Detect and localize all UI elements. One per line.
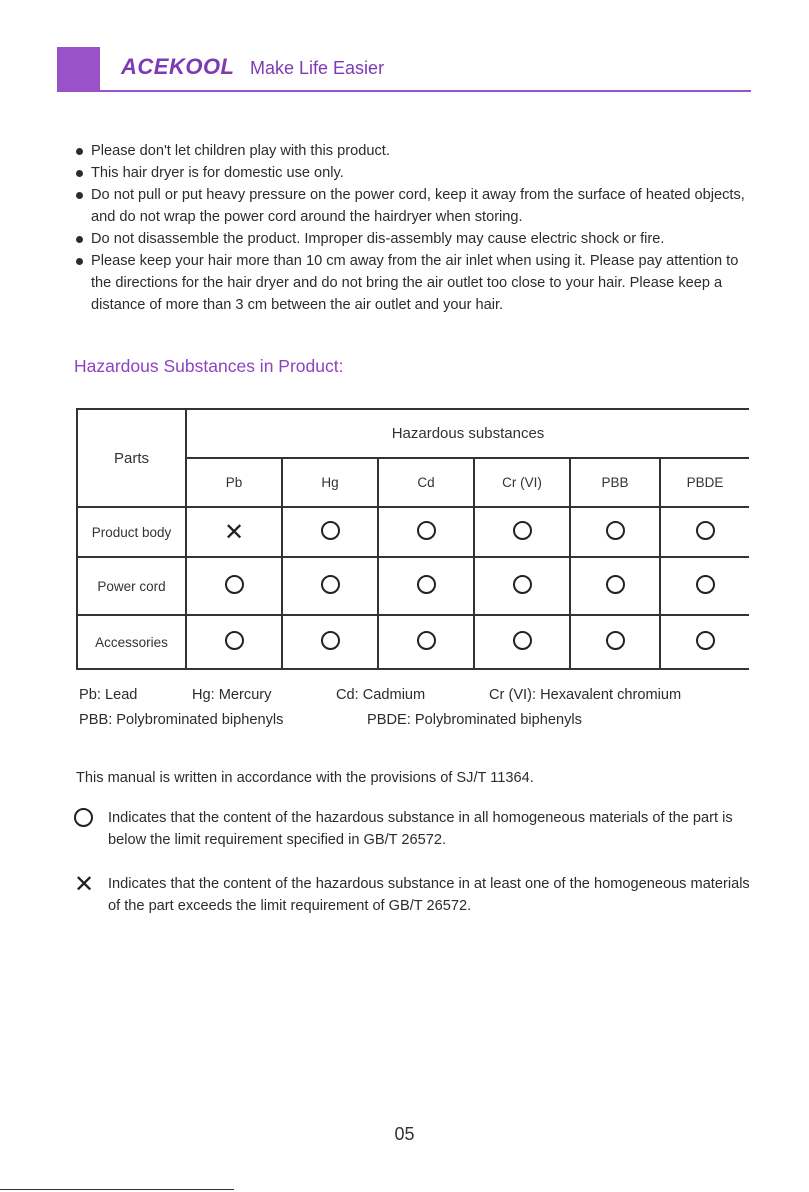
- table-cell: [378, 615, 474, 669]
- table-cell: [378, 507, 474, 557]
- list-item: [76, 184, 756, 228]
- list-item: [76, 228, 756, 250]
- page-number: 05: [394, 1124, 415, 1144]
- circle-icon: [513, 631, 532, 650]
- brand-tagline: Make Life Easier: [250, 58, 385, 78]
- circle-icon: [321, 631, 340, 650]
- circle-icon: [696, 575, 715, 594]
- table-cell: [570, 615, 660, 669]
- abbr-pb: Pb: Lead: [79, 687, 138, 703]
- table-cell: [186, 507, 282, 557]
- circle-icon: [321, 521, 340, 540]
- table-cell: [186, 615, 282, 669]
- bullet-text: This hair dryer is for domestic use only.: [91, 165, 344, 181]
- footer-rule: [0, 1189, 234, 1190]
- bullet-icon: [76, 170, 83, 177]
- table-cell: [474, 615, 570, 669]
- row-label-product-body: Product body: [77, 507, 186, 557]
- legend-cross: [74, 870, 754, 917]
- header-divider: [57, 90, 751, 92]
- table-cell: [570, 507, 660, 557]
- bullet-text: Do not pull or put heavy pressure on the power cord, keep it away from the surface of heated objects, and do not wrap the power cord around the hairdryer when storing.: [91, 187, 745, 225]
- hazard-table: [76, 408, 749, 670]
- circle-icon: [606, 521, 625, 540]
- safety-bullet-list: [76, 140, 756, 316]
- circle-icon: [417, 521, 436, 540]
- column-header-hg: Hg: [282, 458, 378, 507]
- circle-icon: [225, 631, 244, 650]
- table-cell: [474, 557, 570, 615]
- column-header-pbb: PBB: [570, 458, 660, 507]
- list-item: [76, 162, 756, 184]
- legend-circle: [74, 807, 754, 851]
- table-row: [77, 507, 749, 557]
- row-label-accessories: Accessories: [77, 615, 186, 669]
- cross-icon: ✕: [223, 517, 245, 546]
- column-header-cr: Cr (VI): [474, 458, 570, 507]
- circle-icon: [513, 575, 532, 594]
- bullet-icon: [76, 236, 83, 243]
- table-cell: [474, 507, 570, 557]
- cross-icon: ✕: [74, 870, 95, 898]
- substances-header: Hazardous substances: [186, 409, 749, 458]
- hazard-section-title: Hazardous Substances in Product:: [74, 356, 344, 376]
- table-row: [77, 615, 749, 669]
- table-cell: [378, 557, 474, 615]
- bullet-text: Please keep your hair more than 10 cm away from the air inlet when using it. Please pay attention to the directions for the hair dryer and do not bring the air outlet too close to your hair. Please keep a distance of more than 3 cm between the air outlet and your hair.: [91, 253, 739, 313]
- table-cell: [282, 507, 378, 557]
- bullet-icon: [76, 258, 83, 265]
- row-label-power-cord: Power cord: [77, 557, 186, 615]
- abbr-hg: Hg: Mercury: [192, 687, 272, 703]
- bullet-text: Do not disassemble the product. Improper dis-assembly may cause electric shock or fire.: [91, 231, 665, 247]
- circle-icon: [606, 575, 625, 594]
- list-item: [76, 140, 756, 162]
- circle-icon: [696, 631, 715, 650]
- column-header-cd: Cd: [378, 458, 474, 507]
- table-cell: [660, 507, 749, 557]
- circle-icon: [417, 631, 436, 650]
- column-header-pb: Pb: [186, 458, 282, 507]
- circle-icon: [513, 521, 532, 540]
- table-cell: [660, 557, 749, 615]
- table-cell: [570, 557, 660, 615]
- circle-icon: [74, 808, 93, 834]
- abbr-cr: Cr (VI): Hexavalent chromium: [489, 687, 682, 703]
- circle-icon: [696, 521, 715, 540]
- circle-icon: [417, 575, 436, 594]
- bullet-text: Please don't let children play with this product.: [91, 143, 390, 159]
- circle-icon: [321, 575, 340, 594]
- abbr-cd: Cd: Cadmium: [336, 687, 426, 703]
- bullet-icon: [76, 192, 83, 199]
- column-header-pbde: PBDE: [660, 458, 749, 507]
- table-cell: [186, 557, 282, 615]
- bullet-icon: [76, 148, 83, 155]
- legend-cross-text: Indicates that the content of the hazardous substance in at least one of the homogeneous materials of the part exceeds the limit requirement of GB/T 26572.: [108, 876, 750, 914]
- table-cell: [282, 615, 378, 669]
- circle-icon: [225, 575, 244, 594]
- parts-header: Parts: [77, 409, 186, 507]
- brand-logo: ACEKOOL: [121, 54, 235, 79]
- table-row: [77, 557, 749, 615]
- abbr-pbb: PBB: Polybrominated biphenyls: [79, 712, 284, 728]
- manual-note: This manual is written in accordance with the provisions of SJ/T 11364.: [76, 770, 534, 786]
- table-cell: [660, 615, 749, 669]
- abbr-pbde: PBDE: Polybrominated biphenyls: [367, 712, 582, 728]
- header-accent-square: [57, 47, 100, 91]
- list-item: [76, 250, 756, 316]
- legend-circle-text: Indicates that the content of the hazardous substance in all homogeneous materials of the part is below the limit requirement specified in GB/T 26572.: [108, 810, 733, 848]
- table-cell: [282, 557, 378, 615]
- circle-icon: [606, 631, 625, 650]
